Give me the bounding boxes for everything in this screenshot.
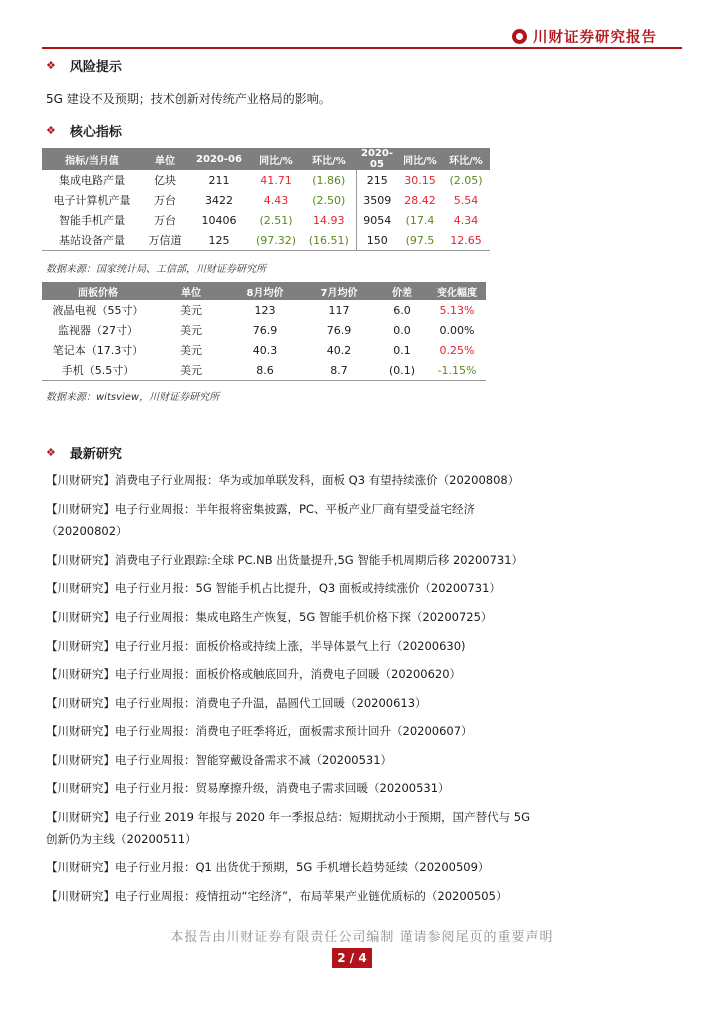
table-cell: (97.32) (255, 233, 297, 247)
table-cell: 211 (208, 173, 230, 187)
column-header: 单位 (154, 282, 228, 300)
research-link[interactable]: 【川财研究】电子行业周报：疫情扭动“宅经济”，布局苹果产业链优质标的（20200505） (46, 889, 508, 903)
table-cell: 万信道 (148, 234, 182, 247)
latest-heading (46, 443, 122, 462)
table-cell: 40.2 (326, 343, 352, 357)
table-cell: 美元 (180, 364, 202, 377)
research-link[interactable]: 【川财研究】电子行业月报：5G 智能手机占比提升，Q3 面板或持续涨价（20200731） (46, 581, 501, 595)
table-cell: 万台 (154, 214, 176, 227)
latest-heading-text: 最新研究 (69, 447, 122, 462)
table-cell: 智能手机产量 (59, 214, 125, 227)
table-cell: 14.93 (313, 213, 345, 227)
table-row (42, 320, 486, 340)
table-cell: 28.42 (404, 193, 436, 207)
column-header: 环比/% (302, 148, 356, 170)
table-cell: 76.9 (252, 323, 278, 337)
table-cell: 笔记本（17.3寸） (52, 344, 144, 357)
table-cell: 0.0 (393, 323, 411, 337)
risk-heading (46, 56, 122, 75)
table-cell: 9054 (356, 210, 398, 230)
core-heading (46, 121, 122, 140)
column-header: 环比/% (442, 148, 490, 170)
table-cell: -1.15% (437, 363, 477, 377)
research-link[interactable]: 【川财研究】消费电子行业跟踪:全球 PC.NB 出货量提升,5G 智能手机周期后移 20200731） (46, 553, 524, 567)
table-cell: 0.1 (393, 343, 411, 357)
page-number: 2 / 4 (332, 948, 372, 968)
table-cell: 150 (356, 230, 398, 251)
footer-statement: 本报告由川财证券有限责任公司编制 谨请参阅尾页的重要声明 (170, 930, 554, 945)
report-brand-title: 川财证券研究报告 (533, 29, 657, 46)
table-cell: 8.6 (256, 363, 274, 377)
panel-table-source: 数据来源：witsview，川财证券研究所 (46, 392, 220, 403)
table-row (42, 360, 486, 381)
table-row (42, 170, 490, 190)
table-cell: 4.43 (263, 193, 289, 207)
table-cell: 美元 (180, 304, 202, 317)
column-header: 同比/% (398, 148, 442, 170)
table-cell: (2.51) (259, 213, 293, 227)
risk-heading-text: 风险提示 (69, 60, 122, 75)
diamond-bullet-icon: ❖ (46, 59, 56, 72)
diamond-bullet-icon: ❖ (46, 446, 56, 459)
column-header: 8月均价 (228, 282, 302, 300)
column-header: 7月均价 (302, 282, 376, 300)
research-link[interactable]: 【川财研究】电子行业月报：Q1 出货优于预期，5G 手机增长趋势延续（20200509） (46, 860, 490, 874)
table-cell: 集成电路产量 (59, 174, 125, 187)
report-brand (512, 26, 657, 46)
table-row (42, 230, 490, 251)
research-link-continuation[interactable]: （20200802） (46, 524, 128, 538)
table-cell: 117 (328, 303, 350, 317)
table-cell: 40.3 (252, 343, 278, 357)
table-cell: 监视器（27寸） (58, 324, 138, 337)
table-cell: 电子计算机产量 (53, 194, 131, 207)
research-link[interactable]: 【川财研究】电子行业月报：贸易摩擦升级，消费电子需求回暖（20200531） (46, 781, 450, 795)
table-cell: 12.65 (450, 233, 482, 247)
table-row (42, 340, 486, 360)
column-header: 价差 (376, 282, 428, 300)
table-cell: 基站设备产量 (59, 234, 125, 247)
core-indicators-table (42, 148, 490, 251)
table-cell: 手机（5.5寸） (61, 364, 135, 377)
table-cell: 3422 (205, 193, 233, 207)
column-header: 指标/当月值 (42, 148, 142, 170)
table-cell: (1.86) (312, 173, 346, 187)
research-link[interactable]: 【川财研究】消费电子行业周报：华为或加单联发科，面板 Q3 有望持续涨价（20200808） (46, 473, 520, 487)
table-row (42, 210, 490, 230)
table-cell: 3509 (356, 190, 398, 210)
column-header: 变化幅度 (428, 282, 486, 300)
table-cell: 76.9 (326, 323, 352, 337)
table-cell: 5.13% (439, 303, 475, 317)
column-header: 面板价格 (42, 282, 154, 300)
table-cell: 万台 (154, 194, 176, 207)
table-row (42, 300, 486, 320)
table-cell: (0.1) (388, 363, 416, 377)
table-cell: 8.7 (330, 363, 348, 377)
table-cell: 6.0 (393, 303, 411, 317)
table-cell: 215 (356, 170, 398, 190)
research-link[interactable]: 【川财研究】电子行业周报：集成电路生产恢复，5G 智能手机价格下探（20200725） (46, 610, 493, 624)
column-header: 单位 (142, 148, 188, 170)
diamond-bullet-icon: ❖ (46, 124, 56, 137)
panel-price-table (42, 282, 486, 381)
research-link[interactable]: 【川财研究】电子行业周报：面板价格或触底回升，消费电子回暖（20200620） (46, 667, 462, 681)
table-cell: 液晶电视（55寸） (52, 304, 144, 317)
research-link[interactable]: 【川财研究】电子行业周报：消费电子旺季将近，面板需求预计回升（20200607） (46, 724, 473, 738)
table-cell: 123 (254, 303, 276, 317)
table-cell: (16.51) (308, 233, 349, 247)
column-header: 同比/% (250, 148, 302, 170)
table-cell: 10406 (201, 213, 237, 227)
research-link[interactable]: 【川财研究】电子行业周报：智能穿戴设备需求不减（20200531） (46, 753, 393, 767)
table-cell: 5.54 (453, 193, 479, 207)
table-cell: 4.34 (453, 213, 479, 227)
research-link[interactable]: 【川财研究】电子行业 2019 年报与 2020 年一季报总结：短期扰动小于预期，国产替代与 5G (46, 810, 531, 824)
table-cell: 美元 (180, 324, 202, 337)
research-link-continuation[interactable]: 创新仍为主线（20200511） (46, 832, 197, 846)
column-header: 2020-06 (188, 148, 250, 170)
core-table-source: 数据来源：国家统计局、工信部，川财证券研究所 (46, 264, 266, 275)
company-logo-icon (512, 29, 527, 44)
table-header-row (42, 282, 486, 300)
header-divider (42, 47, 682, 49)
table-cell: (97.5 (405, 233, 435, 247)
table-cell: 125 (208, 233, 230, 247)
table-cell: (17.4 (405, 213, 435, 227)
table-cell: 美元 (180, 344, 202, 357)
table-cell: (2.05) (449, 173, 483, 187)
table-cell: 0.00% (439, 323, 475, 337)
research-link[interactable]: 【川财研究】电子行业周报：消费电子升温，晶圆代工回暖（20200613） (46, 696, 427, 710)
core-heading-text: 核心指标 (69, 125, 122, 140)
risk-text: 5G 建设不及预期；技术创新对传统产业格局的影响。 (46, 92, 331, 106)
table-cell: 30.15 (404, 173, 436, 187)
research-link[interactable]: 【川财研究】电子行业月报：面板价格或持续上涨，半导体景气上行（20200630) (46, 639, 466, 653)
table-cell: 41.71 (260, 173, 292, 187)
table-row (42, 190, 490, 210)
research-link[interactable]: 【川财研究】电子行业周报：半年报将密集披露，PC、平板产业厂商有望受益宅经济 (46, 502, 475, 516)
column-header: 2020-05 (356, 148, 398, 170)
table-cell: 亿块 (154, 174, 176, 187)
table-cell: 0.25% (439, 343, 475, 357)
table-cell: (2.50) (312, 193, 346, 207)
table-header-row (42, 148, 490, 170)
